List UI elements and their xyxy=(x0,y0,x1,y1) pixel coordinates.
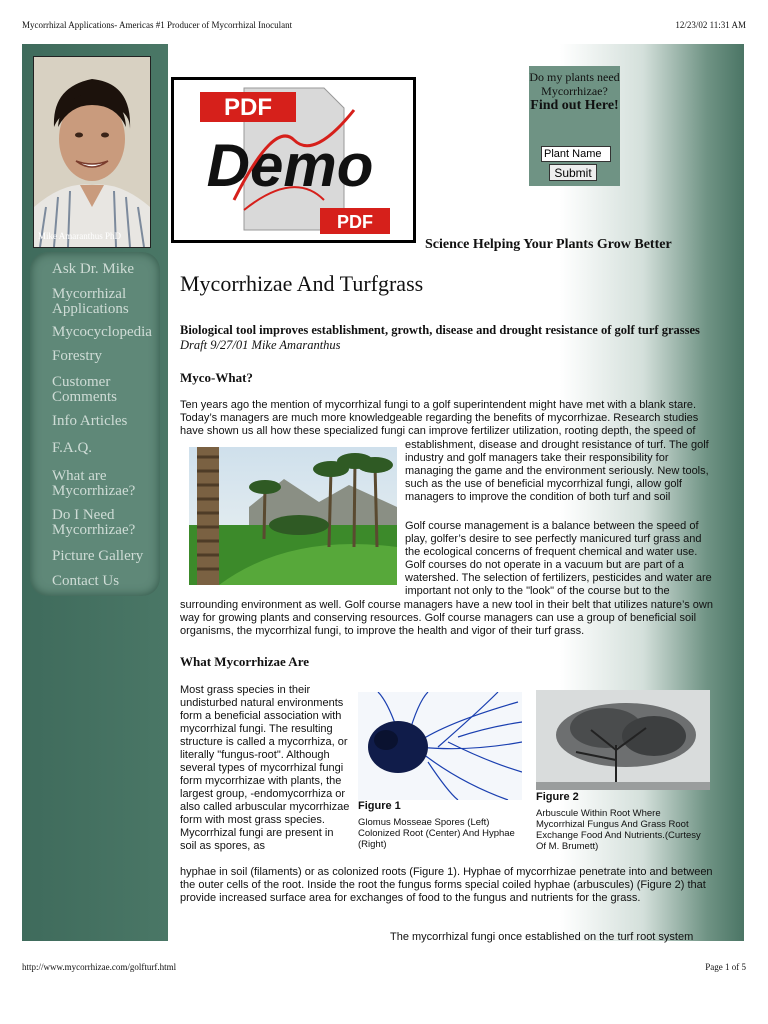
article-draft-line: Draft 9/27/01 Mike Amaranthus xyxy=(180,338,341,352)
nav-faq[interactable]: F.A.Q. xyxy=(52,440,93,456)
paragraph-intro-continued: establishment, disease and drought resistance of turf. The golf industry and golf managers take their responsibility for managing the game and the environment seriously. New tools, such as the use of beneficial mycorrhizal fungi, allow golf managers to improve the condition of both turf and soil xyxy=(405,439,709,503)
plant-name-input[interactable] xyxy=(541,146,611,162)
photo-caption: Mike Amaranthus PhD xyxy=(38,231,121,241)
nav-ask-dr-mike[interactable]: Ask Dr. Mike xyxy=(52,261,135,277)
section-heading-myco-what: Myco-What? xyxy=(180,370,253,385)
pdf-demo-logo xyxy=(171,77,416,243)
figure-1-label: Figure 1 xyxy=(358,800,401,812)
print-header-title: Mycorrhizal Applications- Americas #1 Producer of Mycorrhizal Inoculant xyxy=(22,20,293,30)
paragraph-what-are: Most grass species in their undisturbed natural environments form a beneficial association with mycorrhizal fungi. The resulting structure is called a mycorrhiza, or literally "fungus-root". Although several types of mycorrhizal fungi form mycorrhizae with plants, the largest group, -endomycorrhiza or also called arbuscular mycorrhizae form with most grass species. Mycorrhizal fungi are present in soil as spores, as xyxy=(180,684,350,852)
article-subtitle: Biological tool improves establishment, growth, disease and drought resistance of golf turf grasses xyxy=(180,323,700,337)
figure-2-caption: Arbuscule Within Root Where Mycorrhizal Fungus And Grass Root Exchange Food And Nutrients.(Curtesy Of M. Brumett) xyxy=(536,808,701,852)
logo-demo-text: Demo xyxy=(206,132,374,199)
nav-customer-comments[interactable]: Customer Comments xyxy=(52,374,118,405)
paragraph-management: Golf course management is a balance between the speed of play, golfer’s desire to see perfectly manicured turf grass and the ecological concerns of frequent chemical and water use. Golf courses do not operate in a vacuum but are part of a watershed. The selection of fertilizers, pesticides and water are important not only to the "look" of the course but to the xyxy=(405,520,712,597)
tagline: Science Helping Your Plants Grow Better xyxy=(425,237,672,252)
paragraph-hyphae: hyphae in soil (filaments) or as colonized roots (Figure 1). Hyphae of mycorrhizae penetrate into and between the outer cells of the root. Inside the root the fungus forms special coiled hyphae (arbuscules) (Figure 2) that provide increased surface area for exchanges of food to the fungus and nutrients for the grass. xyxy=(180,866,713,904)
paragraph-established: The mycorrhizal fungi once established on the turf root system xyxy=(390,931,694,943)
finder-question: Do my plants need Mycorrhizae? xyxy=(529,70,620,98)
nav-mycorrhizal-applications[interactable]: Mycorrhizal Applications xyxy=(52,286,129,317)
logo-pdf-bottom: PDF xyxy=(337,212,373,232)
submit-button[interactable]: Submit xyxy=(549,164,597,181)
paragraph-management-continued: surrounding environment as well. Golf course managers have a new tool in their belt that utilizes nature’s own way for growing plants and conserving resources. Golf course managers can use a group of beneficial soil organisms, the mycorrhizal fungi, to improve the health and vigor of their turf grass. xyxy=(180,599,713,637)
plant-finder-box xyxy=(529,66,620,186)
figure-2-image xyxy=(536,690,710,790)
logo-pdf-top: PDF xyxy=(224,94,272,121)
nav-contact-us[interactable]: Contact Us xyxy=(52,573,120,589)
golf-course-image xyxy=(189,447,397,585)
nav-what-are-mycorrhizae[interactable]: What are Mycorrhizae? xyxy=(52,468,136,499)
finder-find-out: Find out Here! xyxy=(530,98,619,113)
figure-1-image xyxy=(358,692,522,800)
print-footer-url: http://www.mycorrhizae.com/golfturf.html xyxy=(22,962,177,972)
nav-picture-gallery[interactable]: Picture Gallery xyxy=(52,548,144,564)
nav-do-i-need-mycorrhizae[interactable]: Do I Need Mycorrhizae? xyxy=(52,507,136,538)
figure-2-label: Figure 2 xyxy=(536,791,579,803)
section-heading-what-mycorrhizae-are: What Mycorrhizae Are xyxy=(180,654,309,669)
paragraph-intro: Ten years ago the mention of mycorrhizal fungi to a golf superintendent might have met with a blank stare. Today’s managers are much more knowledgeable regarding the benefits of mycorrhizae. Research studies have shown us all how these specialized fungi can improve fertilizer utilization, rooting depth, the speed of xyxy=(180,399,699,437)
nav-forestry[interactable]: Forestry xyxy=(52,348,102,364)
nav-mycocyclopedia[interactable]: Mycocyclopedia xyxy=(52,324,152,340)
figure-1-caption: Glomus Mosseae Spores (Left) Colonized Root (Center) And Hyphae (Right) xyxy=(358,817,515,850)
page-title: Mycorrhizae And Turfgrass xyxy=(180,271,424,296)
print-footer-page: Page 1 of 5 xyxy=(705,962,746,972)
author-photo xyxy=(33,56,151,248)
nav-info-articles[interactable]: Info Articles xyxy=(52,413,128,429)
print-header-datetime: 12/23/02 11:31 AM xyxy=(675,20,746,30)
